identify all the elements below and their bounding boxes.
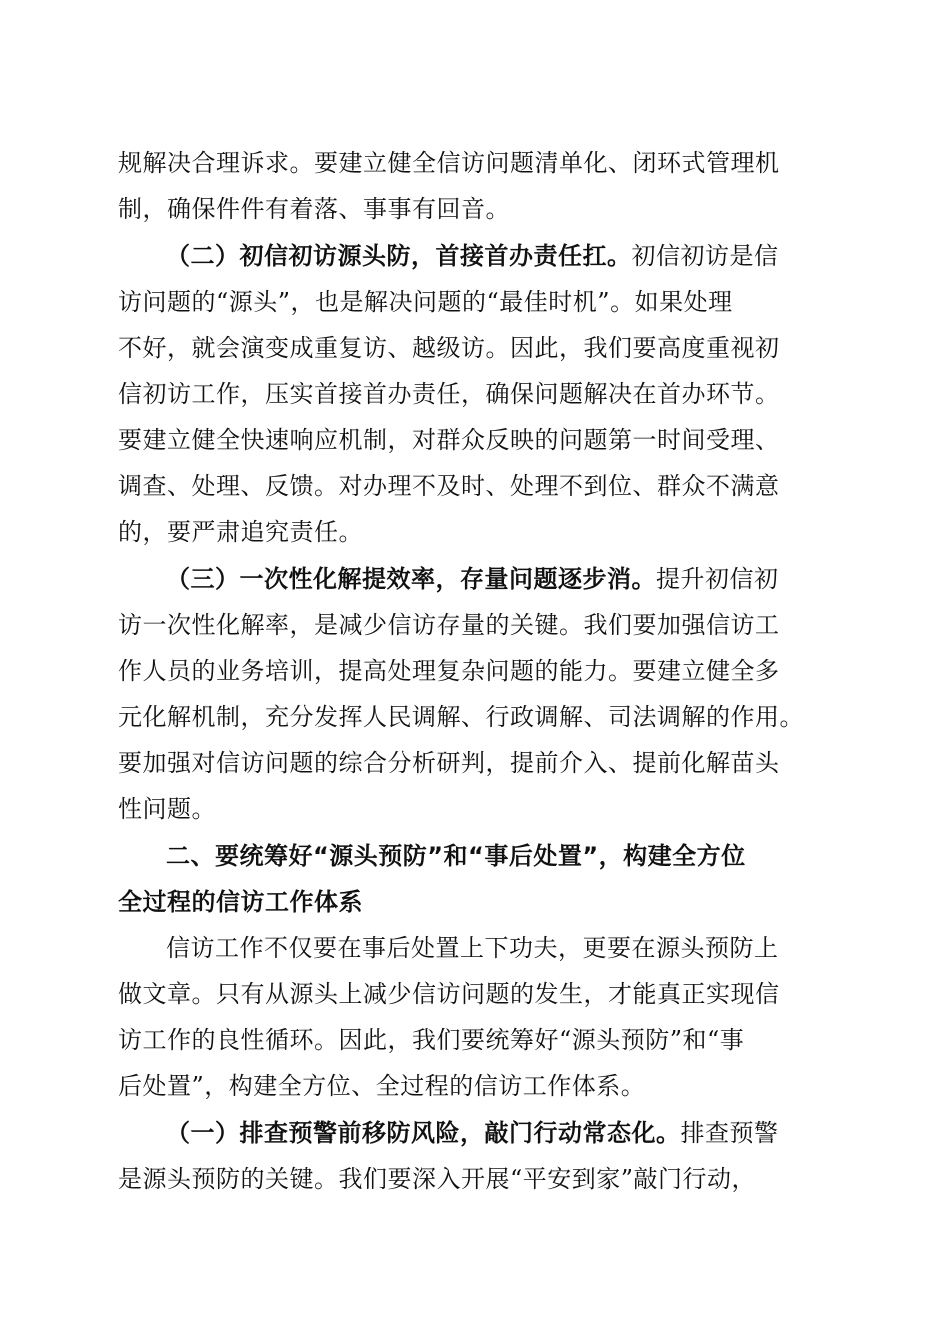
paragraph-line: 访问题的“源头”，也是解决问题的“最佳时机”。如果处理 xyxy=(118,288,733,316)
paragraph-line: 元化解机制，充分发挥人民调解、行政调解、司法调解的作用。 xyxy=(118,703,804,731)
paragraph-text: 提升初信初 xyxy=(656,565,779,593)
subheading-3: （三）一次性化解提效率，存量问题逐步消。 xyxy=(166,565,656,593)
paragraph-line: 规解决合理诉求。要建立健全信访问题清单化、闭环式管理机 xyxy=(118,149,780,177)
paragraph-line: 制，确保件件有着落、事事有回音。 xyxy=(118,195,510,223)
paragraph-line: 做文章。只有从源头上减少信访问题的发生，才能真正实现信 xyxy=(118,980,780,1008)
section-heading-cont: 全过程的信访工作体系 xyxy=(118,888,363,916)
paragraph-line: 性问题。 xyxy=(118,795,216,823)
section-heading: 二、要统筹好“源头预防”和“事后处置”，构建全方位 xyxy=(166,842,746,870)
paragraph-line: 的，要严肃追究责任。 xyxy=(118,518,363,546)
paragraph-line: 作人员的业务培训，提高处理复杂问题的能力。要建立健全多 xyxy=(118,657,780,685)
subheading-line xyxy=(166,1110,886,1156)
paragraph-line: 信访工作不仅要在事后处置上下功夫，更要在源头预防上 xyxy=(166,934,779,962)
paragraph-line: 后处置”，构建全方位、全过程的信访工作体系。 xyxy=(118,1072,646,1100)
paragraph-line: 调查、处理、反馈。对办理不及时、处理不到位、群众不满意 xyxy=(118,472,780,500)
paragraph-line: 不好，就会演变成重复访、越级访。因此，我们要高度重视初 xyxy=(118,334,780,362)
subheading-1: （一）排查预警前移防风险，敲门行动常态化。 xyxy=(166,1119,681,1147)
paragraph-line: 要加强对信访问题的综合分析研判，提前介入、提前化解苗头 xyxy=(118,749,780,777)
subheading-2: （二）初信初访源头防，首接首办责任扛。 xyxy=(166,242,632,270)
subheading-line xyxy=(166,233,886,279)
paragraph-text: 初信初访是信 xyxy=(631,242,779,270)
paragraph-line: 信初访工作，压实首接首办责任，确保问题解决在首办环节。 xyxy=(118,380,780,408)
paragraph-line: 访工作的良性循环。因此，我们要统筹好“源头预防”和“事 xyxy=(118,1026,745,1054)
paragraph-text: 排查预警 xyxy=(680,1119,779,1147)
subheading-line xyxy=(166,556,886,602)
paragraph-line: 是源头预防的关键。我们要深入开展“平安到家”敲门行动， xyxy=(118,1165,757,1193)
paragraph-line: 要建立健全快速响应机制，对群众反映的问题第一时间受理、 xyxy=(118,426,780,454)
paragraph-line: 访一次性化解率，是减少信访存量的关键。我们要加强信访工 xyxy=(118,611,780,639)
